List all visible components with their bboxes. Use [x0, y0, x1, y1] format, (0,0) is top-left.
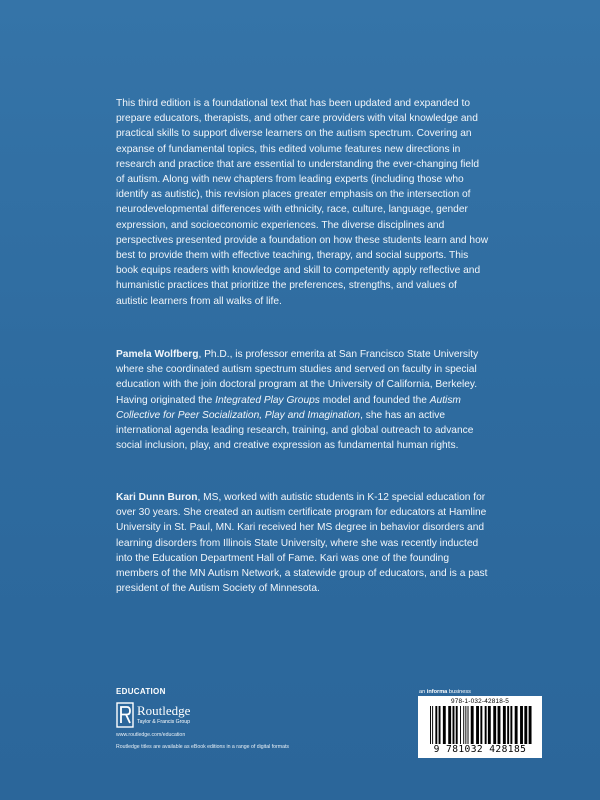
author-name: Pamela Wolfberg	[116, 349, 199, 360]
bio-text: , MS, worked with autistic students in K-12 special education for over 30 years. She created an autism certificate program for educators at Hamline University in St. Paul, MN. Kari received her MS degree in behavior disorders and learning disorders from Illinois State University, where she was recently inducted into the Education Department Hall of Fame. Kari was one of the founding members of the MN Autism Network, a statewide group of educators, and is a past president of the Autism Society of Minnesota.	[116, 492, 488, 595]
publisher-logo	[116, 702, 256, 732]
author-name: Kari Dunn Buron	[116, 492, 198, 503]
routledge-logo-icon	[116, 702, 134, 728]
informa-suffix: business	[447, 689, 471, 695]
barcode-bar	[456, 706, 458, 744]
barcode-bar	[510, 706, 512, 744]
barcode-bar	[448, 706, 451, 744]
barcode-bar	[507, 706, 509, 744]
barcode-bar	[498, 706, 501, 744]
barcode-bar	[439, 706, 441, 744]
barcode-bar	[432, 706, 433, 744]
barcode-bar	[524, 706, 527, 744]
subject-category: EDUCATION	[116, 687, 166, 696]
barcode-bar	[471, 706, 474, 744]
barcode-bars	[428, 706, 536, 744]
author-bio-wolfberg	[116, 347, 490, 453]
ean-digits: 9 781032 428185	[433, 744, 527, 755]
author-bio-paragraph	[116, 490, 490, 596]
barcode	[418, 696, 542, 758]
barcode-bar	[443, 706, 446, 744]
bio-text: , she has an active international agenda leading research, training, and global outreach to advance social inclusion, play, and creative expression as fundamental human rights.	[116, 409, 474, 452]
barcode-bar	[468, 706, 469, 744]
barcode-bar	[520, 706, 523, 744]
informa-label	[419, 689, 471, 695]
barcode-bar	[480, 706, 482, 744]
barcode-bar	[430, 706, 431, 744]
bio-italic-title: Integrated Play Groups	[215, 394, 320, 406]
publisher-url: www.routledge.com/education	[116, 732, 186, 738]
barcode-bar	[488, 706, 491, 744]
barcode-bar	[463, 706, 464, 744]
isbn-text: 978-1-032-42818-5	[450, 698, 510, 705]
description-text: This third edition is a foundational text that has been updated and expanded to prepare educators, therapists, and other care providers with vital knowledge and practical skills to support diverse learners on the autism spectrum. Covering an expanse of fundamental topics, this edited volume features new directions in research and practice that are essential to understanding the ever-changing field of autism. Along with new chapters from leading experts (including those who identify as autistic), this revision places greater emphasis on the intersection of neurodevelopmental differences with ethnicity, race, culture, language, gender expression, and socioeconomic experiences. The diverse disciplines and perspectives presented provide a foundation on how these students learn and how best to provide them with effective teaching, therapy, and social supports. This book equips readers with knowledge and skill to competently apply reflective and humanistic practices that prioritize the preferences, strengths, and values of autistic learners from all walks of life.	[116, 98, 489, 307]
bio-text: model and founded the	[319, 394, 430, 406]
book-description	[116, 96, 490, 309]
barcode-bar	[476, 706, 479, 744]
bio-text: , Ph.D., is professor emerita at San Francisco State University where she coordinated autism spectrum studies and served on faculty in special education with the join doctoral program at the University of California, Berkeley. Having originated the	[116, 349, 479, 406]
informa-brand: informa	[426, 689, 448, 695]
barcode-bar	[453, 706, 455, 744]
barcode-bar	[515, 706, 518, 744]
publisher-name: Routledge	[137, 703, 191, 718]
barcode-bar	[435, 706, 437, 744]
barcode-bar	[460, 706, 461, 744]
publisher-subtitle: Taylor & Francis Group	[137, 719, 191, 725]
author-bio-buron	[116, 490, 490, 596]
bio-italic-title: Autism Collective for Peer Socialization, Play and Imagination	[116, 394, 461, 421]
ebook-note: Routledge titles are available as eBook editions in a range of digital formats	[116, 744, 290, 750]
barcode-bar	[465, 706, 466, 744]
barcode-bar	[529, 706, 532, 744]
barcode-bar	[485, 706, 487, 744]
informa-prefix: an	[419, 689, 427, 695]
barcode-bar	[493, 706, 496, 744]
author-bio-paragraph	[116, 347, 490, 453]
barcode-bar	[503, 706, 506, 744]
